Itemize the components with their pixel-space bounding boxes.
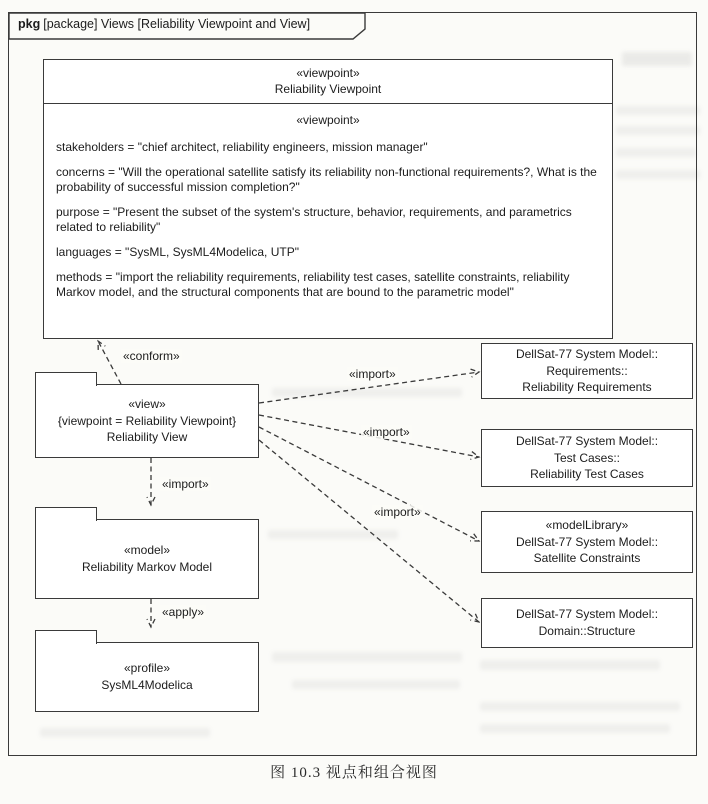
apply-label: «apply» [162, 605, 205, 619]
viewpoint-body-compartment [44, 104, 612, 318]
import-constraints-label: «import» [374, 505, 421, 519]
viewpoint-attr-languages: languages = "SysML, SysML4Modelica, UTP" [56, 244, 299, 259]
import-test-cases-label: «import» [363, 425, 410, 439]
node-line: DellSat-77 System Model:: [515, 346, 659, 361]
diagram-title: [package] Views [Reliability Viewpoint and View] [43, 17, 311, 31]
frame-header [18, 17, 310, 31]
conform-arrow [98, 341, 121, 384]
node-stereotype: «modelLibrary» [545, 517, 629, 532]
satellite-constraints-box [481, 511, 693, 573]
reliability-requirements-box [481, 343, 693, 399]
node-line: Reliability Requirements [522, 380, 652, 395]
viewpoint-name: Reliability Viewpoint [274, 82, 382, 97]
import-model-label: «import» [162, 477, 209, 491]
domain-structure-box [481, 598, 693, 648]
reliability-viewpoint-box [43, 59, 613, 339]
profile-name: SysML4Modelica [101, 678, 193, 692]
import-requirements-label: «import» [349, 367, 396, 381]
viewpoint-body-stereotype: «viewpoint» [296, 113, 360, 128]
figure-caption: 图 10.3 视点和组合视图 [270, 765, 438, 781]
view-constraint: {viewpoint = Reliability Viewpoint} [57, 413, 237, 428]
node-line: Satellite Constraints [533, 551, 641, 566]
view-stereotype: «view» [128, 396, 166, 411]
package-diagram-frame [8, 12, 697, 756]
node-line: Domain::Structure [538, 624, 636, 638]
node-line: Requirements:: [546, 363, 628, 378]
model-name: Reliability Markov Model [81, 560, 213, 574]
reliability-view-package [35, 384, 259, 458]
diagram-kind: pkg [18, 17, 41, 31]
reliability-test-cases-box [481, 429, 693, 487]
import-constraints-arrow [259, 427, 479, 541]
viewpoint-attr-purpose: purpose = "Present the subset of the system's structure, behavior, requirements, and parametrics related to reliability" [56, 204, 572, 235]
view-name: Reliability View [106, 430, 188, 445]
node-line: DellSat-77 System Model:: [515, 607, 659, 622]
viewpoint-header-compartment [44, 60, 612, 104]
viewpoint-attr-methods: methods = "import the reliability requirements, reliability test cases, satellite constraints, reliability Markov model, and the structural components that are bound to the parametric model" [56, 269, 570, 300]
model-stereotype: «model» [123, 543, 171, 558]
sysml4modelica-profile-package [35, 642, 259, 712]
node-line: DellSat-77 System Model:: [515, 433, 659, 448]
import-domain-structure-arrow [259, 440, 479, 622]
node-line: Test Cases:: [553, 450, 621, 465]
node-line: Reliability Test Cases [530, 467, 644, 482]
viewpoint-stereotype: «viewpoint» [296, 66, 360, 80]
viewpoint-attr-concerns: concerns = "Will the operational satellite satisfy its reliability non-functional requirements?, What is the probability of successful mission completion?" [56, 164, 597, 195]
viewpoint-attr-stakeholders: stakeholders = "chief architect, reliability engineers, mission manager" [56, 139, 428, 154]
profile-stereotype: «profile» [123, 661, 171, 676]
reliability-markov-model-package [35, 519, 259, 599]
node-line: DellSat-77 System Model:: [515, 534, 659, 549]
conform-label: «conform» [123, 349, 180, 363]
